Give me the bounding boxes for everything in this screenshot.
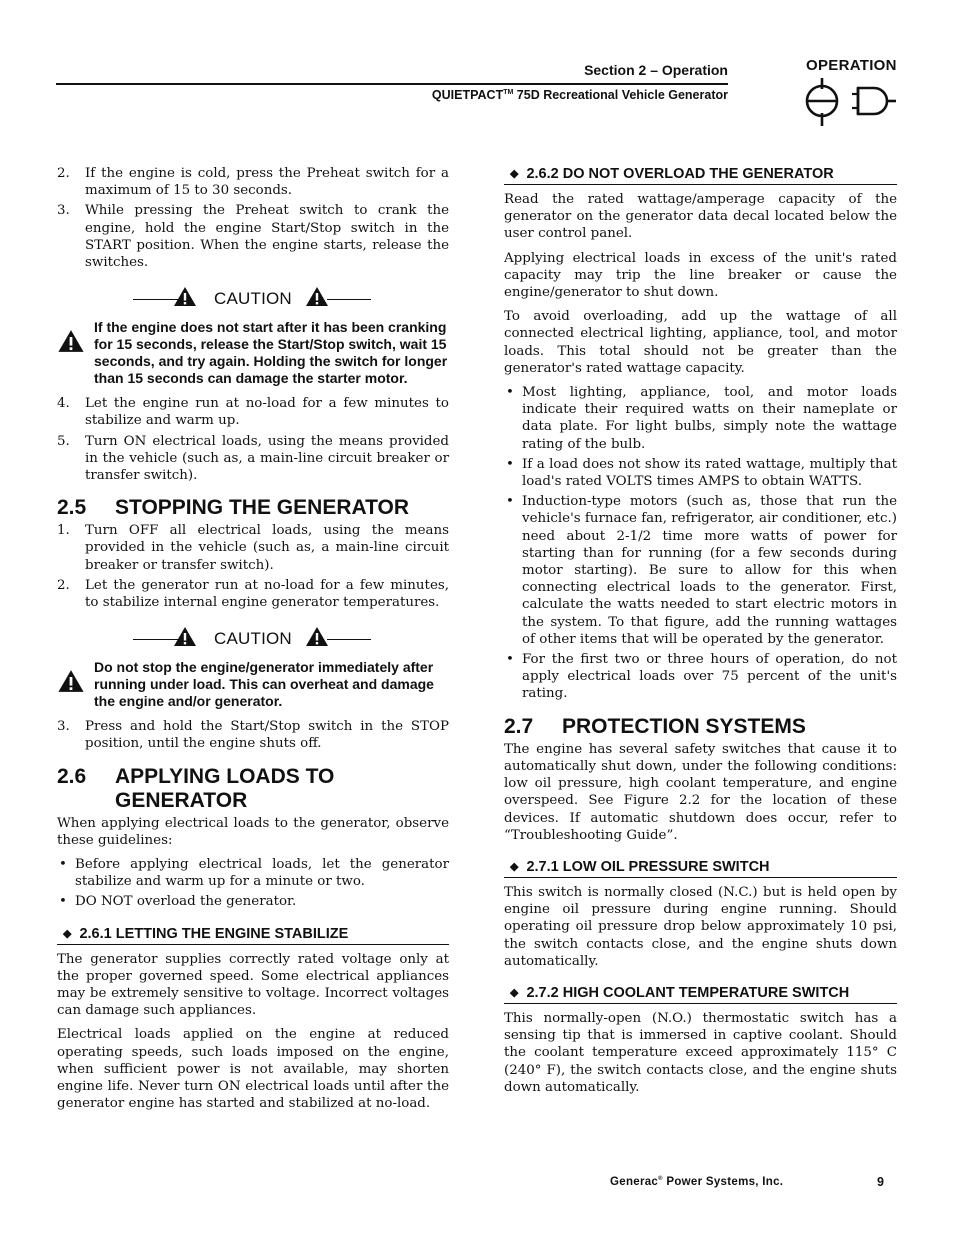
subsection-title-text: 2.6.1 LETTING THE ENGINE STABILIZE [79,925,349,942]
subsection-heading-2-6-2 [504,165,897,185]
warning-triangle-icon [57,669,85,693]
bullet-text: Most lighting, appliance, tool, and motor loads indicate their required watts on their nameplate or data plate. For light bulbs, simply note the wattage rating of the bulb. [522,385,897,452]
bullet-text: For the first two or three hours of operation, do not apply electrical loads over 75 percent of the unit's rating. [522,652,897,702]
step-text: If the engine is cold, press the Preheat switch for a maximum of 15 to 30 seconds. [85,166,449,199]
numbered-step [57,165,449,199]
company-suffix: Power Systems, Inc. [662,1176,784,1188]
paragraph: The generator supplies correctly rated voltage only at the proper governed speed. Some electrical appliances may be extremely sensitive to voltage. Incorrect voltages can damage such appliances. [57,951,449,1019]
product-description: 75D Recreational Vehicle Generator [513,88,728,102]
bullet-item [504,493,897,648]
step-number: 5. [57,433,70,449]
step-number: 3. [57,203,70,219]
caution-text: If the engine does not start after it has been cranking for 15 seconds, release the Start/Stop switch, wait 15 seconds, and try again. Holding the switch for longer than 15 seconds can damage the starter motor. [94,319,448,387]
step-text: Let the engine run at no-load for a few minutes to stabilize and warm up. [85,396,449,429]
caution-rule-right [327,639,371,640]
section-number: 2.5 [57,496,87,520]
subsection-title-text: 2.7.2 HIGH COOLANT TEMPERATURE SWITCH [526,984,850,1001]
section-heading-2-5 [57,496,449,520]
paragraph: Read the rated wattage/amperage capacity of the generator on the generator data decal located below the user control panel. [504,192,897,242]
paragraph: This switch is normally closed (N.C.) but is held open by engine oil pressure during engine running. Should operating oil pressure drop below approximately 10 psi, the switch contacts close, and the engine shuts down automatically. [504,884,897,969]
section-number: 2.7 [504,714,534,738]
numbered-step [57,202,449,271]
step-list-continue [57,395,449,484]
section-title-text: STOPPING THE GENERATOR [115,496,410,520]
left-column [57,165,449,1120]
bullet-item [57,893,449,910]
company-name: Generac [610,1176,659,1188]
product-title [380,88,728,102]
numbered-step [57,395,449,429]
step-list-stopping [57,522,449,611]
step-text: Let the generator run at no-load for a few minutes, to stabilize internal engine generator temperatures. [85,577,449,611]
bullet-item [504,384,897,453]
step-list-stop-final [57,718,449,752]
bullet-dot-icon: • [506,456,514,472]
bullet-dot-icon: • [506,652,514,668]
diamond-bullet-icon: ◆ [510,860,519,873]
diamond-bullet-icon: ◆ [510,986,519,999]
caution-rule-right [327,299,371,300]
step-number: 2. [57,577,70,593]
trademark-mark: TM [503,88,514,96]
operation-label: OPERATION [806,57,897,74]
section-title-text: APPLYING LOADS TO GENERATOR [115,764,335,812]
section-heading-2-6 [57,765,449,813]
bullet-dot-icon: • [506,494,514,510]
section-title: Section 2 – Operation [584,62,728,78]
diamond-bullet-icon: ◆ [510,168,519,180]
paragraph: To avoid overloading, add up the wattage of all connected electrical lighting, appliance, tool, and motor loads. This total should not be greater than the generator's rated wattage capacity. [504,309,897,376]
subsection-heading-2-7-1 [504,858,897,878]
step-number: 2. [57,166,70,181]
numbered-step [57,522,449,574]
caution-note [57,319,449,387]
caution-label: CAUTION [214,289,292,309]
step-number: 3. [57,719,70,735]
section-title-text: PROTECTION SYSTEMS [562,714,806,738]
footer-company [610,1176,783,1188]
warning-triangle-icon [305,626,329,647]
caution-label: CAUTION [214,629,292,649]
bullet-dot-icon: • [59,857,67,873]
step-list-start [57,165,449,271]
numbered-step [57,718,449,752]
diamond-bullet-icon: ◆ [63,927,72,940]
bullet-dot-icon: • [59,894,67,910]
bullet-list [57,856,449,911]
right-column [504,165,897,1103]
header-rule [56,83,728,85]
bullet-dot-icon: • [506,385,514,401]
product-name: QUIETPACT [431,88,504,102]
section-number: 2.6 [57,764,87,788]
paragraph: This normally-open (N.O.) thermostatic switch has a sensing tip that is immersed in captive coolant. Should the coolant temperature exceed approximately 115° C (240° F), the switch contacts close, and the engine shuts down automatically. [504,1010,897,1095]
caution-text: Do not stop the engine/generator immediately after running under load. This can overheat and damage the engine and/or generator. [94,659,434,710]
bullet-item [57,856,449,890]
warning-triangle-icon [57,329,85,353]
paragraph: When applying electrical loads to the generator, observe these guidelines: [57,815,449,848]
caution-heading [57,285,449,315]
bullet-text: Induction-type motors (such as, those that run the vehicle's furnace fan, refrigerator, air conditioner, etc.) need about 2-1/2 time more watts of power for starting than for running (for a few seconds during motor starting). Be sure to allow for this when connecting electrical loads to the generator. First, calculate the watts needed to start electric motors in the system. To that figure, add the running wattages of other items that will be operated by the generator. [522,494,897,647]
step-text: While pressing the Preheat switch to crank the engine, hold the engine Start/Stop switch in the START position. When the engine starts, release the switches. [85,203,449,271]
subsection-heading-2-7-2 [504,984,897,1004]
bullet-text: If a load does not show its rated wattage, multiply that load's rated VOLTS times AMPS to obtain WATTS. [522,456,897,490]
bullet-item [504,456,897,490]
step-number: 4. [57,396,70,412]
operation-switch-icon [800,76,900,130]
caution-note [57,659,449,710]
bullet-item [504,651,897,703]
section-heading-2-7 [504,715,897,739]
subsection-title-text: 2.7.1 LOW OIL PRESSURE SWITCH [526,858,770,875]
page-number: 9 [877,1175,884,1189]
step-text: Turn ON electrical loads, using the means provided in the vehicle (such as, a main-line circuit breaker or transfer switch). [85,433,449,484]
numbered-step [57,577,449,611]
registered-mark: ® [658,1176,663,1183]
bullet-text: DO NOT overload the generator. [75,894,297,910]
bullet-text: Before applying electrical loads, let the generator stabilize and warm up for a minute or two. [75,857,449,890]
paragraph: Applying electrical loads in excess of the unit's rated capacity may trip the line breaker or cause the engine/generator to shut down. [504,250,897,301]
step-number: 1. [57,523,70,539]
warning-triangle-icon [173,626,197,647]
caution-heading [57,625,449,655]
subsection-title-text: 2.6.2 DO NOT OVERLOAD THE GENERATOR [526,166,834,182]
subsection-heading-2-6-1 [57,925,449,945]
bullet-list [504,384,897,703]
warning-triangle-icon [173,286,197,307]
numbered-step [57,433,449,485]
step-text: Press and hold the Start/Stop switch in the STOP position, until the engine shuts off. [85,719,449,752]
paragraph: Electrical loads applied on the engine at reduced operating speeds, such loads imposed on the engine, when sufficient power is not available, may shorten engine life. Never turn ON electrical loads until after the generator engine has started and stabilized at no-load. [57,1027,449,1112]
warning-triangle-icon [305,286,329,307]
paragraph: The engine has several safety switches that cause it to automatically shut down, under the following conditions: low oil pressure, high coolant temperature, and engine overspeed. See Figure 2.2 for the location of these devices. If automatic shutdown does occur, refer to “Troubleshooting Guide”. [504,741,897,843]
step-text: Turn OFF all electrical loads, using the means provided in the vehicle (such as, a main-line circuit breaker or transfer switch). [85,523,449,573]
